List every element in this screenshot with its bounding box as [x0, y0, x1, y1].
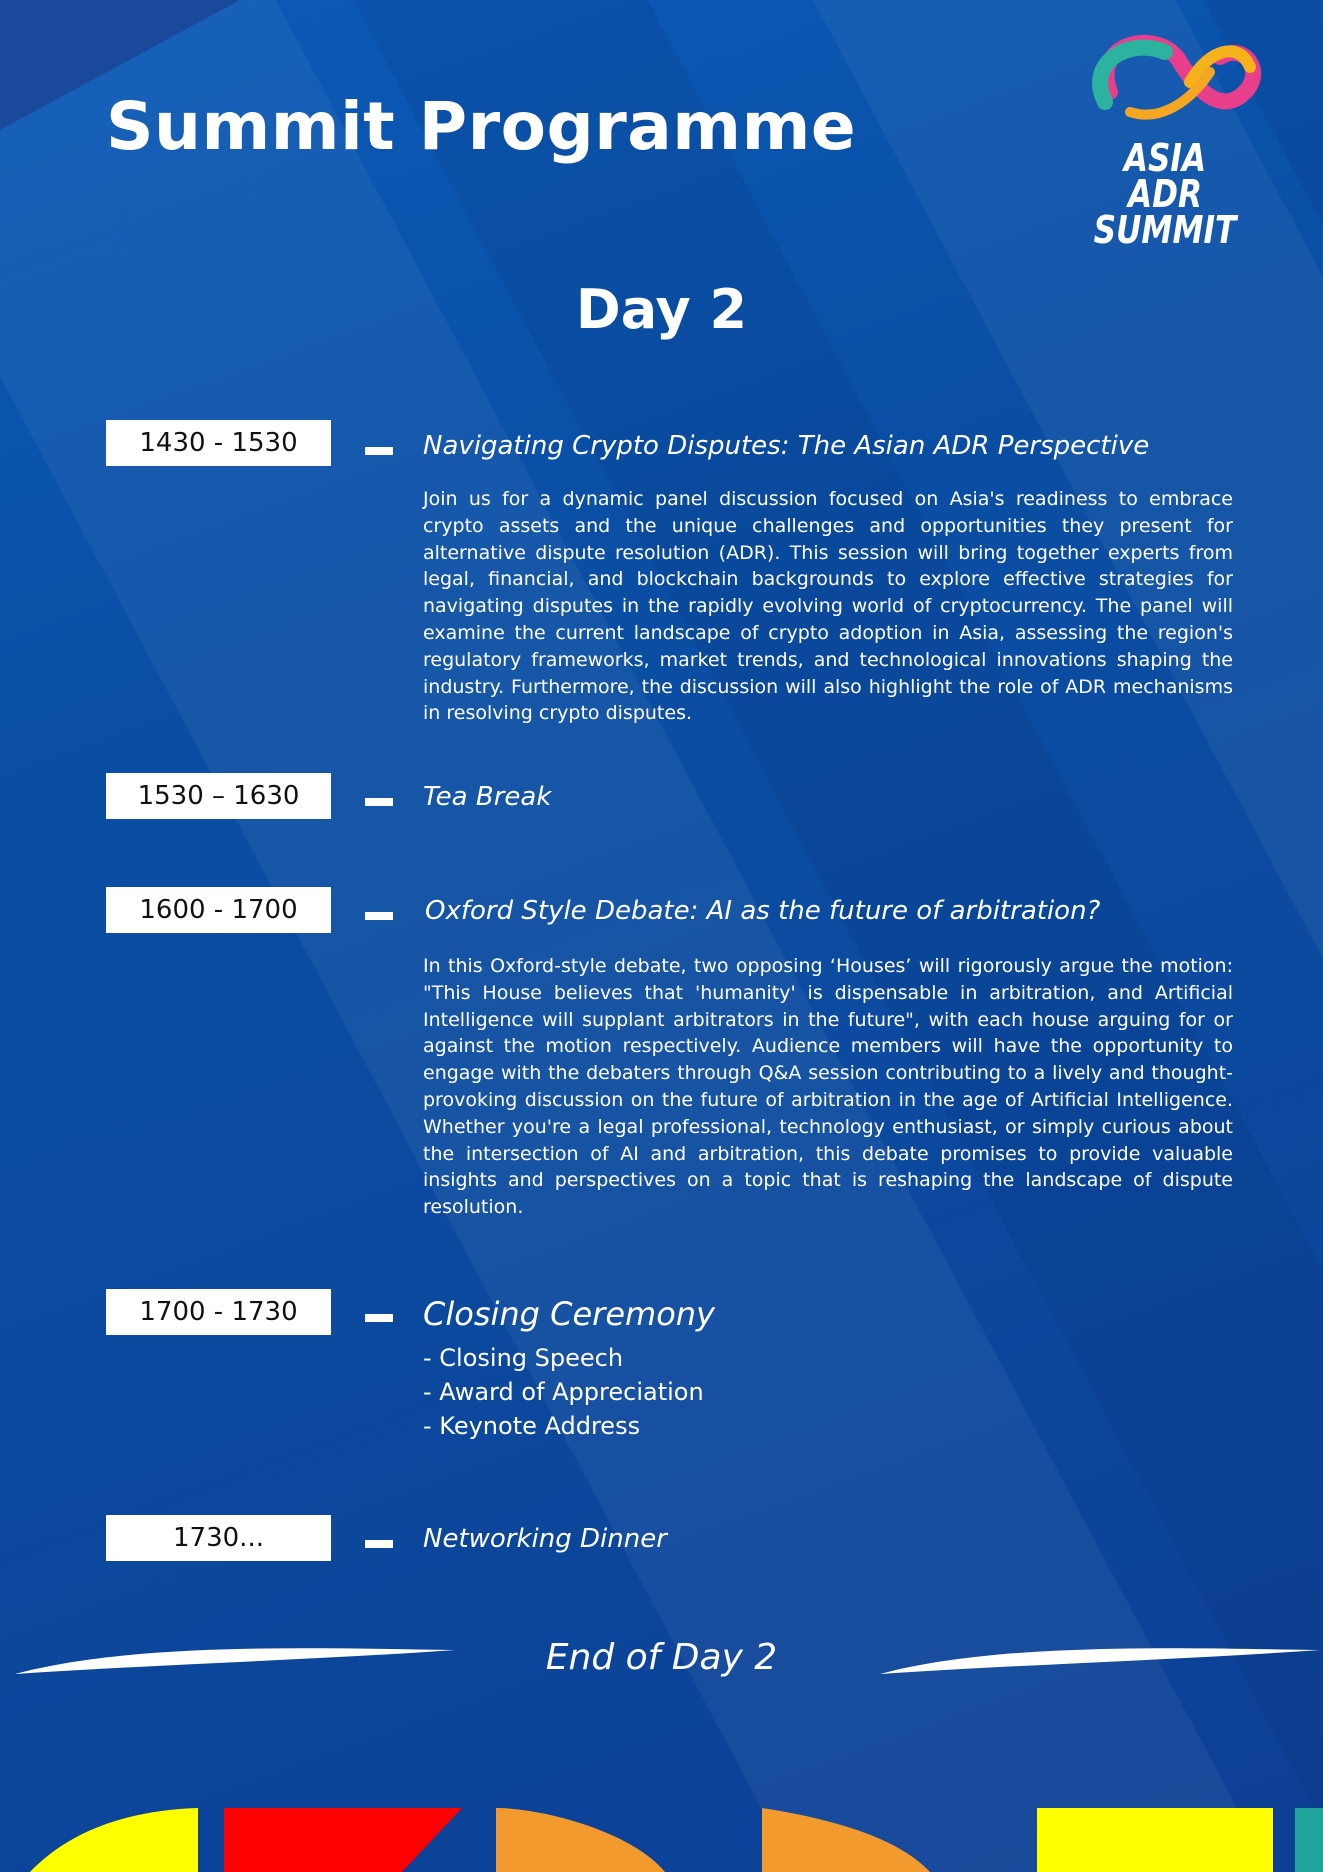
dash-separator	[365, 447, 393, 455]
session-time: 1530 – 1630	[106, 773, 331, 819]
dash-separator	[365, 1314, 393, 1322]
dash-separator	[365, 912, 393, 920]
right-wave-decoration	[880, 1640, 1323, 1680]
session-title: Oxford Style Debate: AI as the future of arbitration?	[425, 896, 1101, 926]
session-time: 1600 - 1700	[106, 887, 331, 933]
closing-ceremony-list	[423, 1341, 704, 1443]
end-of-day-label: End of Day 2	[545, 1637, 778, 1678]
session-time: 1730...	[106, 1515, 331, 1561]
list-item: - Award of Appreciation	[423, 1378, 704, 1406]
logo-swirl-icon	[1070, 22, 1270, 152]
logo-line-1: ASIA ADR	[1123, 136, 1207, 216]
dash-separator	[365, 1540, 393, 1548]
page-title: Summit Programme	[106, 88, 857, 165]
asia-adr-summit-logo	[1070, 22, 1270, 252]
dash-separator	[365, 798, 393, 806]
session-description: Join us for a dynamic panel discussion focused on Asia's readiness to embrace crypto assets and the unique challenges and opportunities they present for alternative dispute resolution (ADR). This session will bring together experts from legal, financial, and blockchain backgrounds to explore effective strategies for navigating disputes in the rapidly evolving world of cryptocurrency. The panel will examine the current landscape of crypto adoption in Asia, assessing the region's regulatory frameworks, market trends, and technological innovations shaping the industry. Furthermore, the discussion will also highlight the role of ADR mechanisms in resolving crypto disputes.	[423, 488, 1233, 725]
logo-line-2: SUMMIT	[1093, 208, 1237, 252]
session-description: In this Oxford-style debate, two opposing ‘Houses’ will rigorously argue the motion: "This House believes that 'humanity' is dispensable in arbitration, and Artificial Intelligence will supplant arbitrators in the future", with each house arguing for or against the motion respectively. Audience members will have the opportunity to engage with the debaters through Q&A session contributing to a lively and thought-provoking discussion on the future of arbitration in the age of Artificial Intelligence. Whether you're a legal professional, technology enthusiast, or simply curious about the intersection of AI and arbitration, this debate promises to provide valuable insights and perspectives on a topic that is reshaping the landscape of dispute resolution.	[423, 955, 1233, 1219]
session-title: Closing Ceremony	[423, 1295, 715, 1333]
list-item: - Closing Speech	[423, 1344, 624, 1372]
day-heading: Day 2	[575, 278, 748, 341]
session-title: Networking Dinner	[423, 1524, 667, 1554]
list-item: - Keynote Address	[423, 1412, 641, 1440]
session-time: 1430 - 1530	[106, 420, 331, 466]
session-title: Navigating Crypto Disputes: The Asian ADR Perspective	[423, 431, 1150, 461]
session-title: Tea Break	[423, 782, 552, 812]
session-time: 1700 - 1730	[106, 1289, 331, 1335]
logo-text	[1087, 136, 1243, 252]
bottom-decorative-shapes	[0, 1800, 1323, 1872]
